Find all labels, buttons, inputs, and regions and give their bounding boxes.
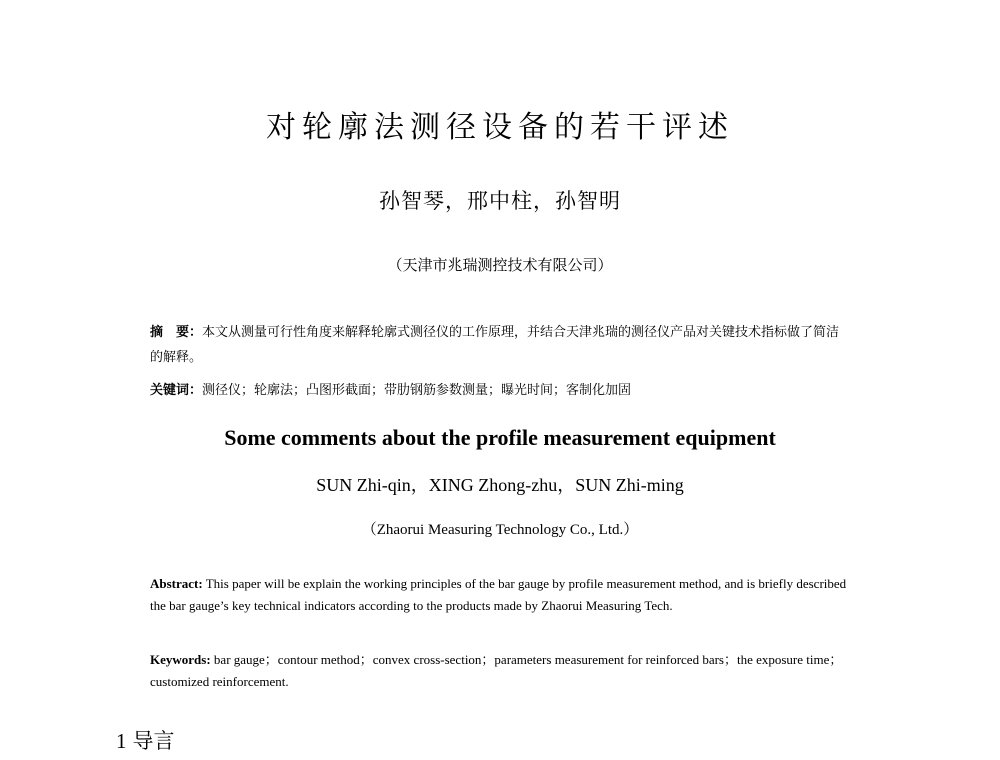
section-heading-introduction xyxy=(116,726,175,756)
english-title: Some comments about the profile measurement equipment xyxy=(224,425,776,450)
chinese-abstract-text: 本文从测量可行性角度来解释轮廓式测径仪的工作原理，并结合天津兆瑞的测径仪产品对关键技术指标做了简洁的解释。 xyxy=(150,325,840,365)
chinese-authors: 孙智琴，邢中柱，孙智明 xyxy=(379,189,621,213)
chinese-title: 对轮廓法测径设备的若干评述 xyxy=(266,110,734,145)
chinese-abstract xyxy=(150,320,850,370)
section-number: 1 xyxy=(116,729,127,753)
section-title: 导言 xyxy=(132,729,175,753)
english-abstract-text: This paper will be explain the working principles of the bar gauge by profile measurement method, and is briefly described the bar gauge’s key technical indicators according to the products made by Zhaorui Measuring Tech. xyxy=(150,576,847,613)
english-authors: SUN Zhi-qin，XING Zhong-zhu，SUN Zhi-ming xyxy=(316,475,684,495)
english-affiliation: （Zhaorui Measuring Technology Co., Ltd.） xyxy=(361,522,639,538)
chinese-keywords-label: 关键词： xyxy=(150,383,203,398)
english-abstract xyxy=(150,573,850,617)
english-keywords xyxy=(150,649,850,693)
chinese-affiliation: （天津市兆瑞测控技术有限公司） xyxy=(387,256,613,274)
chinese-abstract-label: 摘 要： xyxy=(150,325,203,340)
chinese-keywords xyxy=(150,378,850,403)
chinese-keywords-text: 测径仪；轮廓法；凸图形截面；带肋钢筋参数测量；曝光时间；客制化加固 xyxy=(202,383,632,398)
english-keywords-label: Keywords: xyxy=(150,652,211,667)
english-keywords-text: bar gauge；contour method；convex cross-section；parameters measurement for reinforced bars；the exposure time；customized reinforcement. xyxy=(150,652,843,689)
english-abstract-label: Abstract: xyxy=(150,576,203,591)
